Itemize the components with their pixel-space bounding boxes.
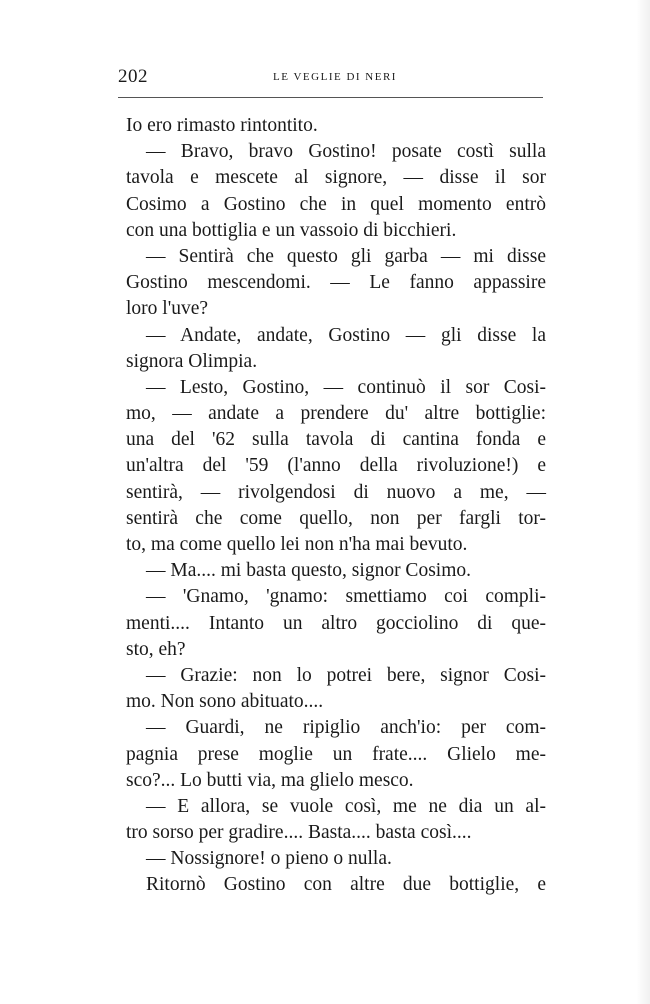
text-line: con una bottiglia e un vassoio di bicchieri. bbox=[126, 219, 457, 241]
text-line: — E allora, se vuole così, me ne dia un al- bbox=[146, 795, 546, 817]
text-line: tro sorso per gradire.... Basta.... basta così.... bbox=[126, 822, 472, 844]
text-line: — Andate, andate, Gostino — gli disse la bbox=[146, 324, 546, 346]
text-line: — Sentirà che questo gli garba — mi disse bbox=[146, 245, 546, 267]
page-number: 202 bbox=[118, 66, 148, 87]
text-line: un'altra del '59 (l'anno della rivoluzione!) e bbox=[126, 455, 546, 477]
text-line: — 'Gnamo, 'gnamo: smettiamo coi compli- bbox=[146, 586, 546, 608]
text-line: sco?... Lo butti via, ma glielo mesco. bbox=[126, 769, 414, 791]
page-header bbox=[118, 66, 543, 96]
page-edge-shadow bbox=[636, 0, 650, 1004]
text-line: loro l'uve? bbox=[126, 298, 209, 320]
text-line: to, ma come quello lei non n'ha mai bevuto. bbox=[126, 534, 468, 555]
text-line: tavola e mescete al signore, — disse il sor bbox=[126, 167, 546, 189]
text-line: mo, — andate a prendere du' altre bottiglie: bbox=[126, 403, 546, 425]
text-line: — Lesto, Gostino, — continuò il sor Cosi- bbox=[146, 376, 546, 398]
text-line: mo. Non sono abituato.... bbox=[126, 691, 324, 713]
text-line: una del '62 sulla tavola di cantina fonda e bbox=[126, 429, 546, 451]
body-text bbox=[126, 113, 546, 899]
text-line: sto, eh? bbox=[126, 638, 186, 660]
text-line: — Nossignore! o pieno o nulla. bbox=[146, 848, 392, 870]
text-line: Gostino mescendomi. — Le fanno appassire bbox=[126, 272, 546, 294]
text-line: Cosimo a Gostino che in quel momento entrò bbox=[126, 193, 546, 215]
text-line: menti.... Intanto un altro gocciolino di que- bbox=[126, 612, 546, 634]
header-rule bbox=[118, 97, 543, 99]
text-line: pagnia prese moglie un frate.... Glielo me- bbox=[126, 743, 546, 765]
running-title: LE VEGLIE DI NERI bbox=[273, 71, 397, 83]
text-line: — Grazie: non lo potrei bere, signor Cosi- bbox=[146, 664, 546, 686]
text-line: sentirà che come quello, non per fargli tor- bbox=[126, 507, 546, 529]
text-line: — Bravo, bravo Gostino! posate costì sulla bbox=[146, 141, 546, 163]
text-line: Io ero rimasto rintontito. bbox=[126, 115, 318, 136]
text-line: — Ma.... mi basta questo, signor Cosimo. bbox=[146, 560, 471, 582]
text-line: Ritornò Gostino con altre due bottiglie, e bbox=[146, 874, 546, 896]
text-line: sentirà, — rivolgendosi di nuovo a me, — bbox=[126, 481, 546, 503]
text-line: signora Olimpia. bbox=[126, 350, 258, 372]
text-line: — Guardi, ne ripiglio anch'io: per com- bbox=[146, 717, 546, 739]
